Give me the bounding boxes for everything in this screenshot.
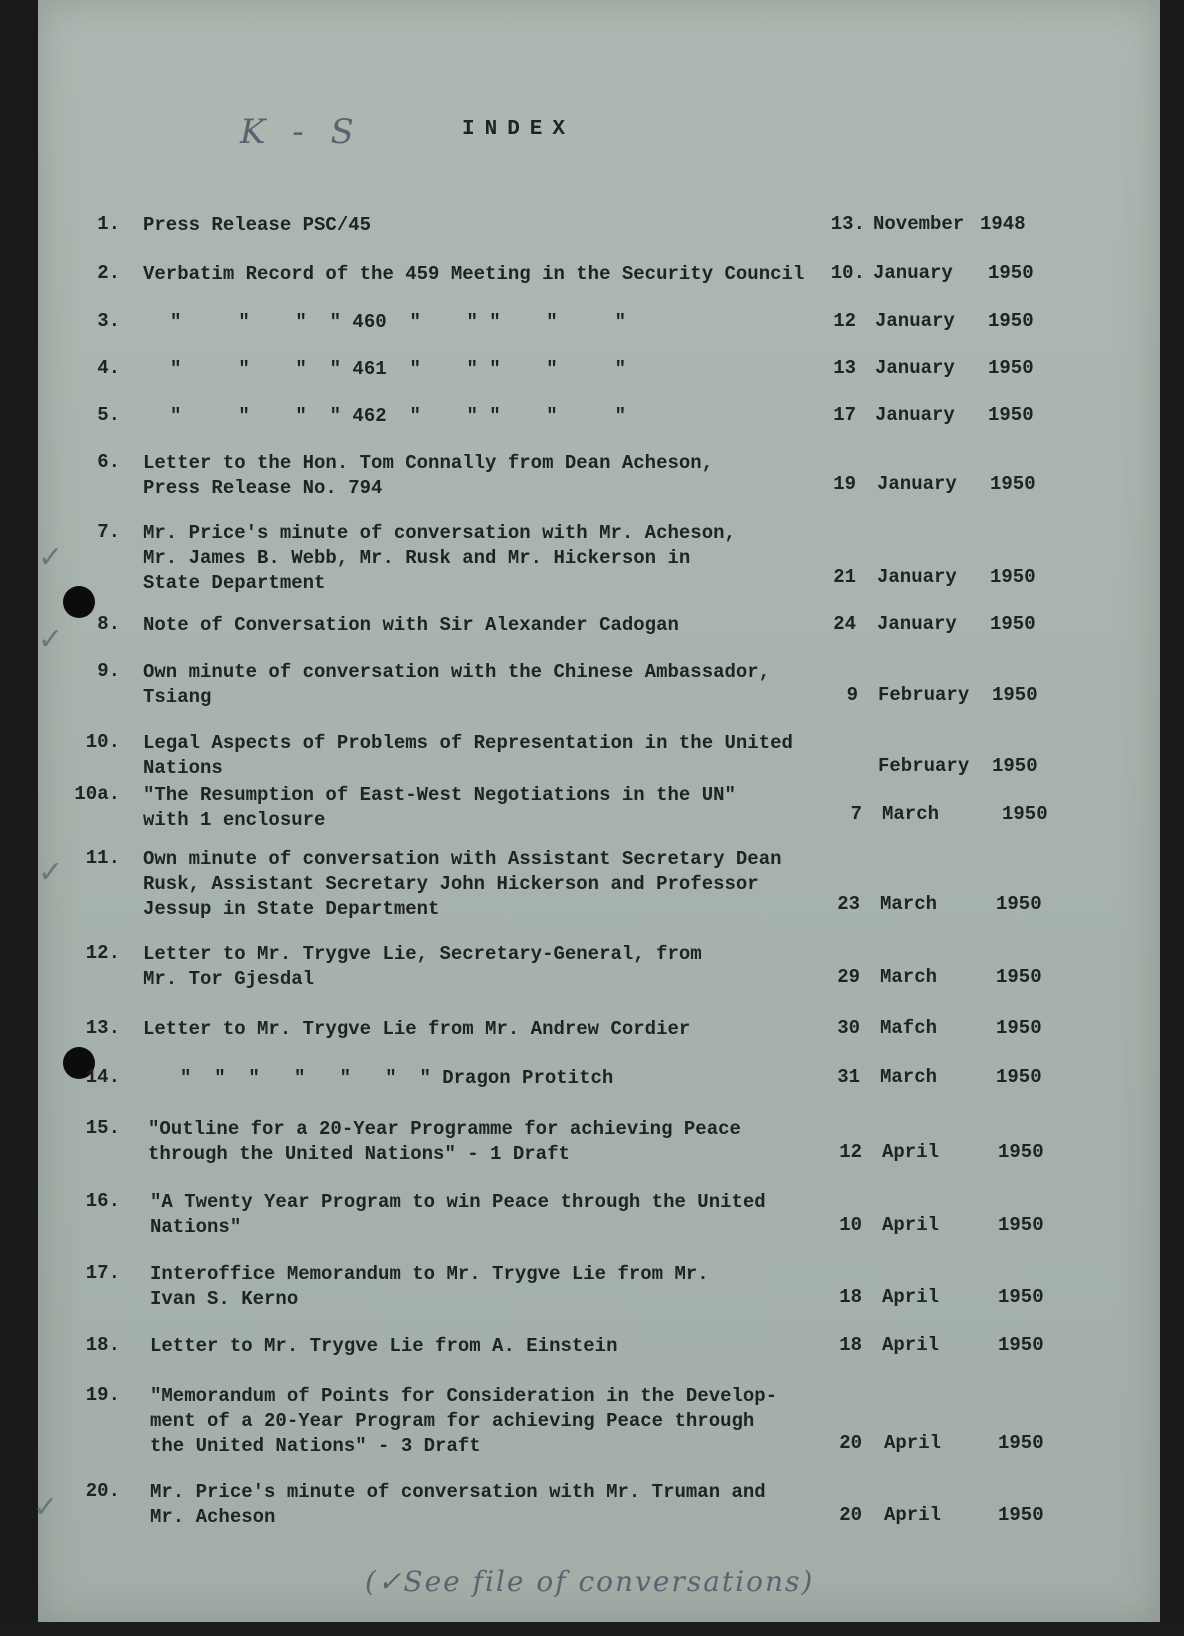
entry-day: 12 — [833, 310, 856, 332]
entry-description: Note of Conversation with Sir Alexander Cadogan — [143, 614, 679, 636]
entry-day: 20 — [839, 1432, 862, 1454]
entry-number: 6. — [97, 451, 120, 473]
entry-description: Own minute of conversation with the Chinese Ambassador, Tsiang — [143, 661, 771, 708]
entry-day: 12 — [839, 1141, 862, 1163]
entry-number: 12. — [85, 942, 120, 964]
handwritten-code: K - S — [240, 112, 362, 152]
entry-year: 1950 — [998, 1141, 1044, 1163]
entry-month: Mafch — [880, 1017, 938, 1039]
entry-description: Verbatim Record of the 459 Meeting in the Security Council — [143, 263, 805, 285]
scan-border — [0, 1622, 1184, 1636]
entry-number: 18. — [85, 1334, 120, 1356]
entry-number: 3. — [97, 310, 120, 332]
entry-day: 29 — [837, 966, 860, 988]
entry-day: 31 — [837, 1066, 860, 1088]
page-title: INDEX — [462, 118, 576, 141]
entry-month: January — [873, 262, 953, 284]
entry-month: April — [882, 1214, 940, 1236]
entry-month: January — [875, 404, 955, 426]
entry-month: January — [875, 310, 955, 332]
entry-description: Legal Aspects of Problems of Representation in the United Nations — [143, 732, 793, 779]
entry-description: "Outline for a 20-Year Programme for achieving Peace through the United Nations" - 1 Draft — [148, 1118, 741, 1165]
check-mark-icon: ✓ — [33, 1490, 59, 1525]
entry-day: 9 — [846, 684, 858, 706]
entry-month: March — [880, 893, 938, 915]
entry-year: 1950 — [990, 566, 1036, 588]
entry-month: February — [878, 684, 970, 706]
entry-number: 14. — [85, 1066, 120, 1088]
entry-month: March — [882, 803, 940, 825]
entry-year: 1950 — [996, 1017, 1042, 1039]
entry-year: 1950 — [998, 1334, 1044, 1356]
entry-description: " " " " 460 " " " " " — [170, 311, 627, 333]
entry-month: March — [880, 966, 938, 988]
entry-day: 19 — [833, 473, 856, 495]
entry-number: 10a. — [74, 783, 120, 805]
entry-month: January — [877, 613, 957, 635]
entry-year: 1950 — [996, 893, 1042, 915]
entry-month: April — [882, 1334, 940, 1356]
check-mark-icon: ✓ — [38, 622, 64, 657]
entry-number: 2. — [97, 262, 120, 284]
entry-description: Mr. Price's minute of conversation with Mr. Acheson, Mr. James B. Webb, Mr. Rusk and Mr. Hickerson in State Department — [143, 522, 736, 594]
entry-year: 1948 — [980, 213, 1026, 235]
entry-number: 8. — [97, 613, 120, 635]
handwritten-note: (✓See file of conversations) — [365, 1565, 815, 1598]
entry-description: " " " " 462 " " " " " — [170, 405, 627, 427]
entry-day: 21 — [833, 566, 856, 588]
entry-number: 9. — [97, 660, 120, 682]
entry-day: 10. — [830, 262, 865, 284]
entry-description: "The Resumption of East-West Negotiations in the UN" with 1 enclosure — [143, 784, 736, 831]
entry-description: Letter to Mr. Trygve Lie from Mr. Andrew Cordier — [143, 1018, 691, 1040]
check-mark-icon: ✓ — [38, 855, 64, 890]
entry-year: 1950 — [990, 613, 1036, 635]
entry-day: 13. — [830, 213, 865, 235]
entry-month: January — [877, 473, 957, 495]
entry-month: April — [882, 1141, 940, 1163]
entry-month: March — [880, 1066, 938, 1088]
entry-description: Mr. Price's minute of conversation with Mr. Truman and Mr. Acheson — [150, 1481, 766, 1528]
entry-year: 1950 — [992, 755, 1038, 777]
entry-year: 1950 — [998, 1286, 1044, 1308]
entry-number: 4. — [97, 357, 120, 379]
check-mark-icon: ✓ — [38, 540, 64, 575]
entry-day: 13 — [833, 357, 856, 379]
entry-day: 10 — [839, 1214, 862, 1236]
entry-year: 1950 — [988, 262, 1034, 284]
entry-day: 18 — [839, 1334, 862, 1356]
entry-year: 1950 — [998, 1432, 1044, 1454]
entry-number: 16. — [85, 1190, 120, 1212]
entry-description: Letter to Mr. Trygve Lie, Secretary-General, from Mr. Tor Gjesdal — [143, 943, 702, 990]
entry-number: 15. — [85, 1117, 120, 1139]
entry-year: 1950 — [988, 357, 1034, 379]
entry-description: "A Twenty Year Program to win Peace through the United Nations" — [150, 1191, 766, 1238]
entry-day: 30 — [837, 1017, 860, 1039]
entry-description: " " " " " " " Dragon Protitch — [180, 1067, 614, 1089]
entry-year: 1950 — [996, 1066, 1042, 1088]
entry-description: " " " " 461 " " " " " — [170, 358, 627, 380]
entry-month: January — [875, 357, 955, 379]
entry-description: Letter to Mr. Trygve Lie from A. Einstein — [150, 1335, 618, 1357]
entry-year: 1950 — [992, 684, 1038, 706]
entry-year: 1950 — [998, 1504, 1044, 1526]
entry-day: 18 — [839, 1286, 862, 1308]
entry-year: 1950 — [988, 404, 1034, 426]
entry-year: 1950 — [1002, 803, 1048, 825]
entry-year: 1950 — [990, 473, 1036, 495]
entry-number: 5. — [97, 404, 120, 426]
entry-month: April — [884, 1504, 942, 1526]
entry-month: November — [873, 213, 965, 235]
entry-year: 1950 — [998, 1214, 1044, 1236]
entry-day: 17 — [833, 404, 856, 426]
entry-year: 1950 — [996, 966, 1042, 988]
entry-month: January — [877, 566, 957, 588]
entry-number: 13. — [85, 1017, 120, 1039]
entry-number: 20. — [85, 1480, 120, 1502]
entry-number: 1. — [97, 213, 120, 235]
entry-description: Letter to the Hon. Tom Connally from Dean Acheson, Press Release No. 794 — [143, 452, 714, 499]
entry-number: 10. — [85, 731, 120, 753]
entry-description: Interoffice Memorandum to Mr. Trygve Lie from Mr. Ivan S. Kerno — [150, 1263, 709, 1310]
entry-day: 23 — [837, 893, 860, 915]
entry-number: 17. — [85, 1262, 120, 1284]
entry-description: Press Release PSC/45 — [143, 214, 372, 236]
entry-day: 7 — [850, 803, 862, 825]
entry-month: April — [882, 1286, 940, 1308]
entry-description: "Memorandum of Points for Consideration in the Develop- ment of a 20-Year Program for achieving Peace through the United Nations" - 3 Draft — [150, 1385, 778, 1457]
entry-number: 19. — [85, 1384, 120, 1406]
entry-month: April — [884, 1432, 942, 1454]
entry-day: 20 — [839, 1504, 862, 1526]
entry-number: 7. — [97, 521, 120, 543]
entry-number: 11. — [85, 847, 120, 869]
entry-year: 1950 — [988, 310, 1034, 332]
entry-description: Own minute of conversation with Assistant Secretary Dean Rusk, Assistant Secretary John Hickerson and Professor Jessup in State Department — [143, 848, 782, 920]
entry-day: 24 — [833, 613, 856, 635]
entry-month: February — [878, 755, 970, 777]
